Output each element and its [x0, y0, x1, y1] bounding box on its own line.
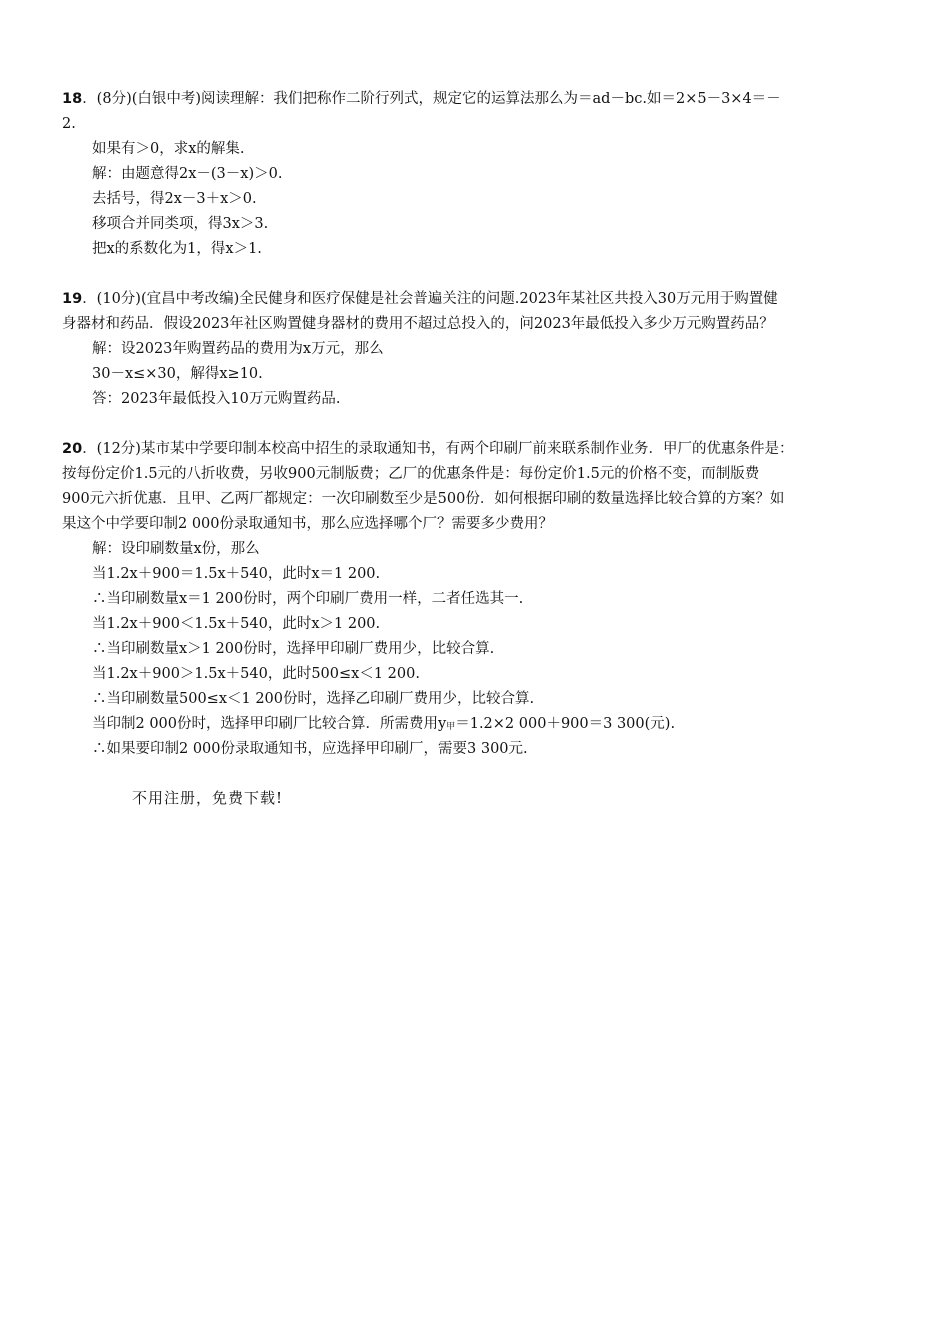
solution-line: 解：设印刷数量x份，那么 [92, 541, 260, 557]
problem-statement-cont: 900元六折优惠．且甲、乙两厂都规定：一次印刷数至少是500份．如何根据印刷的数量选择比较合算的方案？如 [62, 491, 785, 507]
solution-line: 解：设2023年购置药品的费用为x万元，那么 [92, 341, 384, 357]
solution-line: 移项合并同类项，得3x＞3. [92, 216, 269, 232]
problem-20 [62, 437, 894, 762]
problem-statement-cont: 2. [62, 116, 76, 132]
problem-number: 19 [62, 291, 83, 307]
cost-prefix: 当印制2 000份时，选择甲印刷厂比较合算．所需费用y [92, 716, 447, 732]
problem-18-header [62, 87, 894, 112]
cost-line [62, 712, 894, 737]
solution-line: 把x的系数化为1，得x＞1. [92, 241, 262, 257]
problem-statement-cont: 身器材和药品．假设2023年社区购置健身器材的费用不超过总投入的，问2023年最低投入多少万元购置药品？ [62, 316, 774, 332]
problem-statement: ．(10分)(宜昌中考改编)全民健身和医疗保健是社会普遍关注的问题.2023年某社区共投入30万元用于购置健 [82, 291, 778, 307]
problem-number: 18 [62, 91, 83, 107]
solution-line: 当1.2x＋900＜1.5x＋540，此时x＞1 200. [92, 616, 381, 632]
cost-subscript: 甲 [446, 722, 456, 732]
problem-19 [62, 287, 894, 412]
footer-note: 不用注册，免费下载! [132, 789, 284, 807]
solution-line: ∴当印刷数量500≤x＜1 200份时，选择乙印刷厂费用少，比较合算. [92, 691, 535, 707]
problem-statement-cont: 按每份定价1.5元的八折收费，另收900元制版费；乙厂的优惠条件是：每份定价1.5元的价格不变，而制版费 [62, 466, 760, 482]
solution-line: 当1.2x＋900＝1.5x＋540，此时x＝1 200. [92, 566, 381, 582]
cost-suffix: ＝1.2×2 000＋900＝3 300(元). [455, 716, 676, 732]
problem-statement: ．(12分)某市某中学要印制本校高中招生的录取通知书，有两个印刷厂前来联系制作业务．甲厂的优惠条件是： [82, 441, 794, 457]
solution-line: ∴当印刷数量x＞1 200份时，选择甲印刷厂费用少，比较合算. [92, 641, 495, 657]
conclusion-line: ∴如果要印制2 000份录取通知书，应选择甲印刷厂，需要3 300元. [92, 741, 528, 757]
solution-line: 答：2023年最低投入10万元购置药品. [92, 391, 341, 407]
problem-statement: ．(8分)(白银中考)阅读理解：我们把称作二阶行列式，规定它的运算法那么为＝ad－bc.如＝2×5－3×4＝－ [82, 91, 781, 107]
solution-line: 如果有＞0，求x的解集. [92, 141, 245, 157]
solution-line: ∴当印刷数量x＝1 200份时，两个印刷厂费用一样，二者任选其一. [92, 591, 524, 607]
solution-line: 去括号，得2x－3＋x＞0. [92, 191, 257, 207]
solution-line: 当1.2x＋900＞1.5x＋540，此时500≤x＜1 200. [92, 666, 420, 682]
problem-20-header [62, 437, 894, 462]
problem-statement-cont: 果这个中学要印制2 000份录取通知书，那么应选择哪个厂？需要多少费用？ [62, 516, 554, 532]
problem-18 [62, 87, 894, 262]
problem-19-header [62, 287, 894, 312]
solution-line: 30－x≤×30，解得x≥10. [92, 366, 263, 382]
solution-line: 解：由题意得2x－(3－x)＞0. [92, 166, 283, 182]
problem-number: 20 [62, 441, 83, 457]
